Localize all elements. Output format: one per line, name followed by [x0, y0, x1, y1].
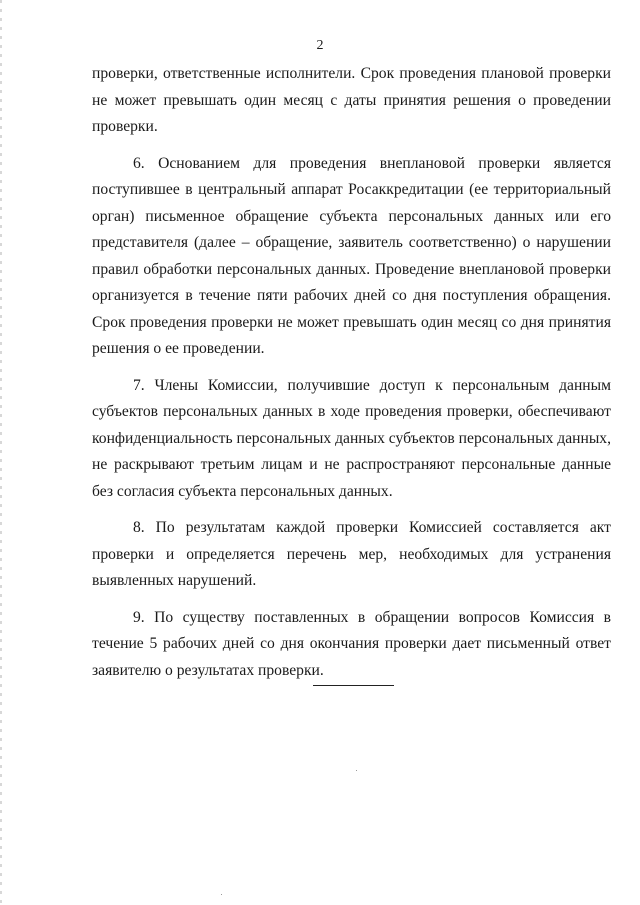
scan-edge-artifact	[0, 0, 2, 905]
end-of-text-rule	[313, 685, 394, 686]
paragraph-continuation: проверки, ответственные исполнители. Срок проведения плановой проверки не может превышать один месяц с даты принятия решения о проведении проверки.	[92, 65, 611, 135]
scan-speck	[356, 770, 357, 771]
body-text	[92, 61, 611, 684]
paragraph-item-7: 7. Члены Комиссии, получившие доступ к персональным данным субъектов персональных данных в ходе проведения проверки, обеспечивают конфиденциальность персональных данных субъектов персональных данных, не раскрывают третьим лицам и не распространяют персональные данные без согласия субъекта персональных данных.	[92, 376, 611, 500]
paragraph-item-9: 9. По существу поставленных в обращении вопросов Комиссия в течение 5 рабочих дней со дня окончания проверки дает письменный ответ заявителю о результатах проверки.	[92, 608, 611, 679]
page-number: 2	[316, 38, 324, 53]
paragraph-item-8: 8. По результатам каждой проверки Комиссией составляется акт проверки и определяется перечень мер, необходимых для устранения выявленных нарушений.	[92, 519, 611, 589]
paragraph-item-6: 6. Основанием для проведения внеплановой проверки является поступившее в центральный аппарат Росаккредитации (ее территориальный орган) письменное обращение субъекта персональных данных или его представителя (далее – обращение, заявитель соответственно) о нарушении правил обработки персональных данных. Проведение внеплановой проверки организуется в течение пяти рабочих дней со дня поступления обращения. Срок проведения проверки не может превышать один месяц со дня принятия решения о ее проведении.	[92, 154, 611, 357]
scan-speck	[221, 894, 222, 895]
